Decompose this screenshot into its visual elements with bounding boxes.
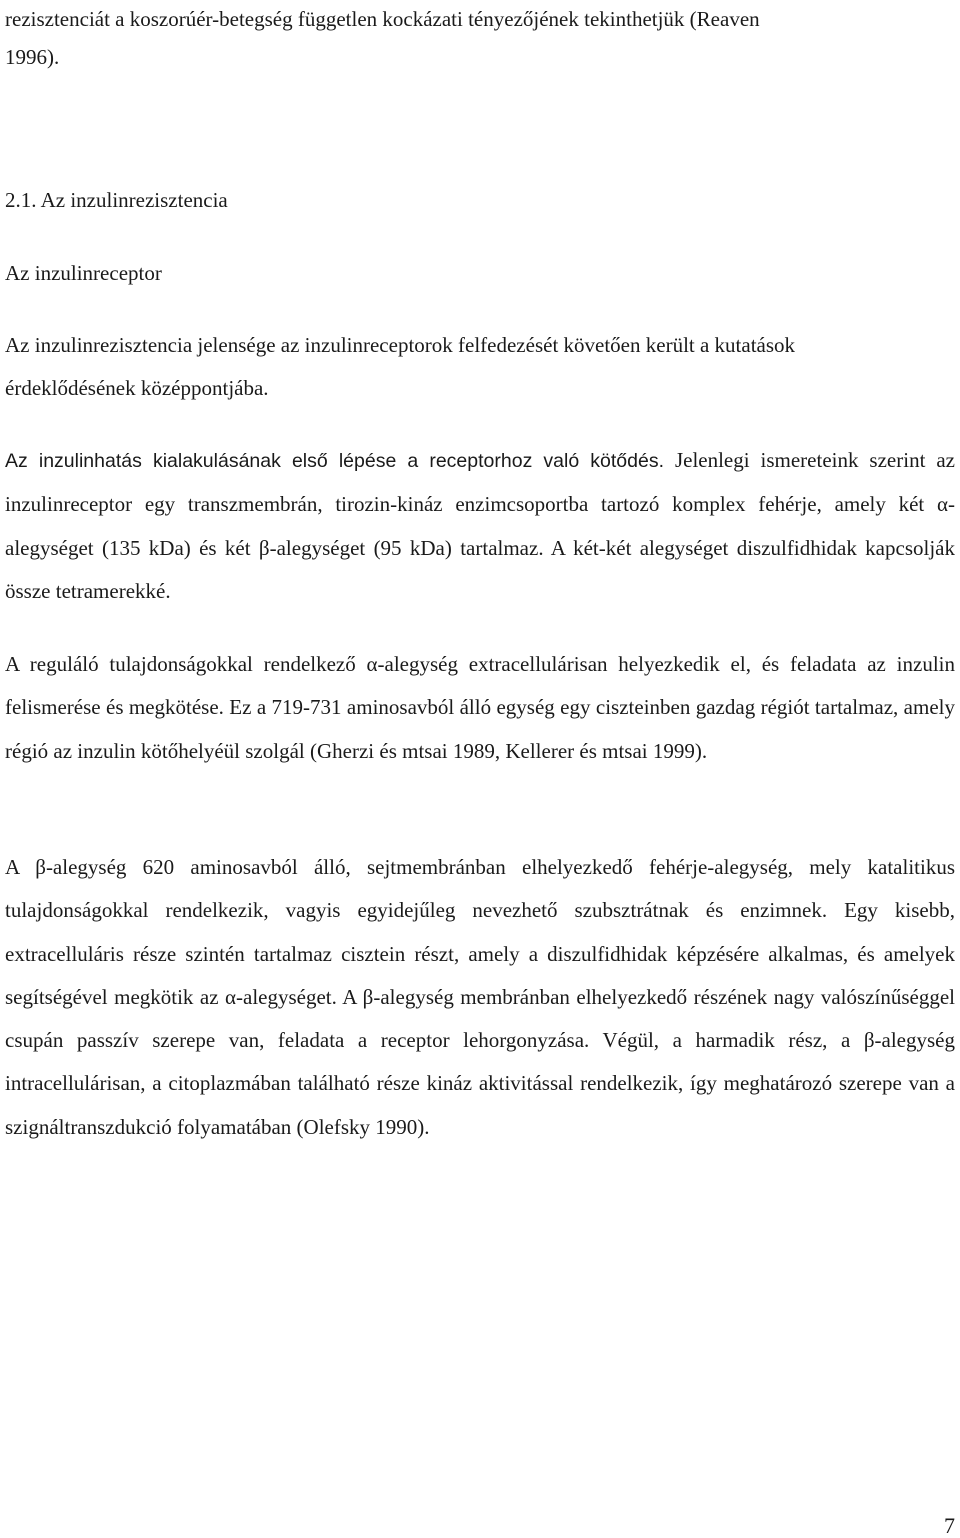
subsection-heading: Az inzulinreceptor [5,261,162,285]
paragraph-4-text: A β-alegység 620 aminosavból álló, sejtmembránban elhelyezkedő fehérje-alegység, mely katalitikus tulajdonságokkal rendelkezik, vagyis egyidejűleg nevezhető szubsztrátnak és enzimnek. Egy kisebb, extracelluláris része szintén tartalmaz cisztein részt, amely a diszulfidhidak képzésére alkalmas, és amelyek segítségével megkötik az α-alegységet. A β-alegység membránban elhelyezkedő részének nagy valószínűséggel csupán passzív szerepe van, feladata a receptor lehorgonyzása. Végül, a harmadik rész, a β-alegység intracellulárisan, a citoplazmában található része kináz aktivitással rendelkezik, így meghatározó szerepe van a szignáltranszdukció folyamatában (Olefsky 1990). [5,855,955,1139]
intro-line-2: 1996). [5,45,60,69]
paragraph-3 [5,643,955,773]
paragraph-1-line-2: érdeklődésének középpontjába. [5,376,269,400]
paragraph-2 [5,439,955,613]
paragraph-4 [5,846,955,1149]
section-heading: 2.1. Az inzulinrezisztencia [5,188,228,212]
intro-line-1: rezisztenciát a koszorúér-betegség független kockázati tényezőjének tekinthetjük (Reaven [5,7,760,31]
page-number: 7 [944,1513,955,1538]
paragraph-2-body: Jelenlegi ismereteink szerint az inzulinreceptor egy transzmembrán, tirozin-kináz enzimcsoportba tartozó komplex fehérje, amely két α-alegységet (135 kDa) és két β-alegységet (95 kDa) tartalmaz. A két-két alegységet diszulfidhidak kapcsolják össze tetramerekké. [5,448,955,603]
paragraph-2-lead: Az inzulinhatás kialakulásának első lépése a receptorhoz való kötődés. [5,450,665,472]
paragraph-1-line-1: Az inzulinrezisztencia jelensége az inzulinreceptorok felfedezését követően került a kutatások [5,333,796,357]
paragraph-3-text: A reguláló tulajdonságokkal rendelkező α-alegység extracellulárisan helyezkedik el, és feladata az inzulin felismerése és megkötése. Ez a 719-731 aminosavból álló egység egy ciszteinben gazdag régiót tartalmaz, amely régió az inzulin kötőhelyéül szolgál (Gherzi és mtsai 1989, Kellerer és mtsai 1999). [5,652,955,763]
